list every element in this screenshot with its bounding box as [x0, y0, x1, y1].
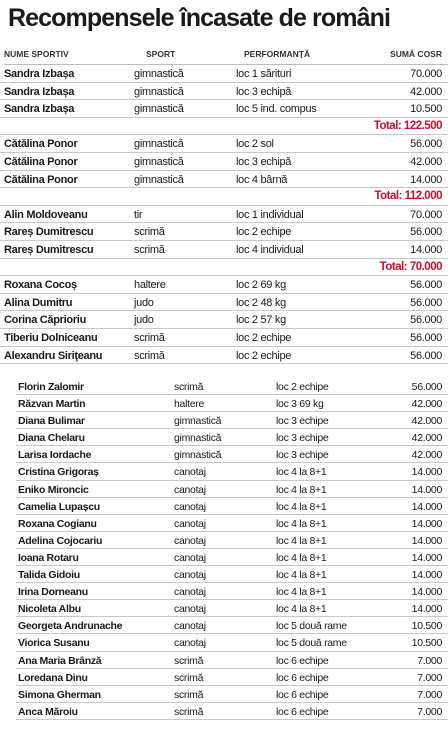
sum-cell: 56.000	[410, 331, 442, 344]
sport-cell: gimnastică	[134, 155, 184, 168]
table-row	[0, 135, 448, 153]
sport-cell: canotaj	[174, 620, 206, 633]
table-row	[0, 329, 448, 347]
sport-cell: canotaj	[174, 500, 206, 513]
athlete-name: Eniko Mironcic	[18, 483, 89, 496]
performance-cell: loc 4 bârnă	[236, 173, 288, 186]
sport-cell: canotaj	[174, 586, 206, 599]
table-row	[0, 223, 448, 241]
table-row	[16, 515, 448, 532]
sum-cell: 14.000	[411, 483, 442, 496]
table-row	[16, 412, 448, 429]
athlete-name: Talida Gidoiu	[18, 569, 80, 582]
athlete-name: Larisa Iordache	[18, 449, 92, 462]
sum-cell: 14.000	[411, 603, 442, 616]
sport-cell: judo	[134, 314, 154, 327]
header-sport: SPORT	[146, 49, 176, 59]
rewards-table-secondary	[0, 378, 448, 720]
performance-cell: loc 3 echipe	[276, 432, 329, 445]
athlete-name: Nicoleta Albu	[18, 603, 81, 616]
athlete-name: Simona Gherman	[18, 688, 101, 701]
sum-cell: 14.000	[411, 569, 442, 582]
performance-cell: loc 5 două rame	[276, 637, 347, 650]
table-row	[16, 686, 448, 703]
sport-cell: canotaj	[174, 466, 206, 479]
athlete-name: Ana Maria Brânză	[18, 654, 102, 667]
athlete-name: Tiberiu Dolniceanu	[4, 331, 98, 344]
performance-cell: loc 5 două rame	[276, 620, 347, 633]
sum-cell: 42.000	[411, 432, 442, 445]
sum-cell: 56.000	[410, 279, 442, 292]
sport-cell: tir	[134, 208, 143, 221]
sport-cell: canotaj	[174, 483, 206, 496]
performance-cell: loc 2 echipe	[236, 226, 292, 239]
rewards-table-main	[0, 65, 448, 364]
athlete-name: Sandra Izbașa	[4, 103, 75, 116]
sum-cell: 42.000	[411, 415, 442, 428]
sum-cell: 14.000	[411, 534, 442, 547]
performance-cell: loc 2 echipe	[276, 381, 329, 393]
total-value: Total: 122.500	[373, 119, 442, 132]
performance-cell: loc 4 la 8+1	[276, 569, 327, 582]
sum-cell: 56.000	[410, 296, 442, 309]
table-row	[16, 703, 448, 720]
sum-cell: 10.500	[411, 637, 442, 650]
performance-cell: loc 6 echipe	[276, 654, 329, 667]
sport-cell: scrimă	[174, 671, 204, 684]
sport-cell: canotaj	[174, 603, 206, 616]
performance-cell: loc 2 48 kg	[236, 296, 286, 309]
athlete-name: Sandra Izbașa	[4, 68, 75, 80]
performance-cell: loc 4 la 8+1	[276, 551, 327, 564]
performance-cell: loc 4 individual	[236, 243, 304, 256]
table-row	[16, 395, 448, 412]
sum-cell: 10.500	[410, 103, 442, 116]
sport-cell: canotaj	[174, 569, 206, 582]
sum-cell: 42.000	[410, 85, 442, 98]
sport-cell: judo	[134, 296, 154, 309]
table-row	[16, 634, 448, 651]
athlete-name: Cătălina Ponor	[4, 138, 78, 151]
table-row	[16, 600, 448, 617]
athlete-name: Diana Chelaru	[18, 432, 85, 445]
table-row	[0, 65, 448, 83]
athlete-name: Irina Dorneanu	[18, 586, 88, 599]
sport-cell: gimnastică	[134, 138, 184, 151]
sport-cell: gimnastică	[134, 173, 184, 186]
sport-cell: haltere	[174, 398, 205, 411]
sport-cell: canotaj	[174, 551, 206, 564]
athlete-name: Adelina Cojocariu	[18, 534, 103, 547]
athlete-name: Loredana Dinu	[18, 671, 88, 684]
sum-cell: 7.000	[417, 671, 442, 684]
table-row	[16, 669, 448, 686]
sum-cell: 7.000	[417, 688, 442, 701]
sport-cell: haltere	[134, 279, 166, 292]
sport-cell: scrimă	[134, 349, 165, 362]
sum-cell: 14.000	[410, 173, 442, 186]
sport-cell: gimnastică	[174, 449, 222, 462]
sum-cell: 14.000	[411, 466, 442, 479]
sum-cell: 70.000	[410, 68, 442, 80]
athlete-name: Ioana Rotaru	[18, 551, 79, 564]
table-row	[16, 481, 448, 498]
sum-cell: 14.000	[411, 517, 442, 530]
sum-cell: 70.000	[410, 208, 442, 221]
performance-cell: loc 6 echipe	[276, 688, 329, 701]
table-row	[16, 378, 448, 395]
table-row	[0, 83, 448, 101]
table-row	[0, 241, 448, 259]
total-value: Total: 112.000	[374, 190, 442, 203]
performance-cell: loc 3 echipe	[276, 449, 329, 462]
athlete-name: Alina Dumitru	[4, 296, 73, 309]
sum-cell: 56.000	[411, 381, 442, 393]
sum-cell: 10.500	[411, 620, 442, 633]
sport-cell: scrimă	[174, 705, 204, 718]
athlete-name: Roxana Cocoș	[4, 279, 77, 292]
athlete-name: Viorica Susanu	[18, 637, 90, 650]
performance-cell: loc 4 la 8+1	[276, 586, 327, 599]
performance-cell: loc 4 la 8+1	[276, 603, 327, 616]
performance-cell: loc 4 la 8+1	[276, 500, 327, 513]
sum-cell: 14.000	[411, 586, 442, 599]
table-row	[16, 652, 448, 669]
sport-cell: scrimă	[174, 381, 204, 393]
performance-cell: loc 1 individual	[236, 208, 304, 221]
table-row	[16, 583, 448, 600]
header-performance: PERFORMANȚĂ	[244, 49, 311, 59]
sport-cell: scrimă	[174, 654, 204, 667]
header-name: NUME SPORTIV	[4, 49, 69, 59]
athlete-name: Cristina Grigoraș	[18, 466, 99, 479]
table-row	[16, 498, 448, 515]
performance-cell: loc 2 57 kg	[236, 314, 286, 327]
total-row	[0, 118, 448, 136]
sum-cell: 42.000	[410, 155, 442, 168]
athlete-name: Cătălina Ponor	[4, 173, 78, 186]
athlete-name: Rareș Dumitrescu	[4, 226, 94, 239]
performance-cell: loc 6 echipe	[276, 705, 329, 718]
performance-cell: loc 6 echipe	[276, 671, 329, 684]
athlete-name: Cătălina Ponor	[4, 155, 78, 168]
athlete-name: Anca Măroiu	[18, 705, 78, 718]
sum-cell: 56.000	[410, 138, 442, 151]
sport-cell: gimnastică	[174, 432, 222, 445]
athlete-name: Răzvan Martin	[18, 398, 86, 411]
athlete-name: Diana Bulimar	[18, 415, 85, 428]
table-row	[16, 446, 448, 463]
sport-cell: gimnastică	[174, 415, 222, 428]
table-row	[16, 463, 448, 480]
athlete-name: Corina Căprioriu	[4, 314, 86, 327]
athlete-name: Sandra Izbașa	[4, 85, 75, 98]
performance-cell: loc 4 la 8+1	[276, 534, 327, 547]
sum-cell: 56.000	[410, 226, 442, 239]
performance-cell: loc 4 la 8+1	[276, 466, 327, 479]
sum-cell: 42.000	[411, 398, 442, 411]
sport-cell: scrimă	[174, 688, 204, 701]
sport-cell: canotaj	[174, 517, 206, 530]
performance-cell: loc 1 sărituri	[236, 68, 292, 80]
sport-cell: scrimă	[134, 226, 165, 239]
total-value: Total: 70.000	[379, 260, 442, 273]
table-row	[16, 532, 448, 549]
table-row	[0, 206, 448, 224]
athlete-name: Florin Zalomir	[18, 381, 84, 393]
table-header	[0, 44, 448, 64]
table-row	[0, 276, 448, 294]
sport-cell: gimnastică	[134, 85, 184, 98]
sport-cell: canotaj	[174, 637, 206, 650]
sum-cell: 56.000	[410, 349, 442, 362]
table-row	[0, 153, 448, 171]
table-row	[16, 549, 448, 566]
performance-cell: loc 3 echipă	[236, 155, 292, 168]
total-row	[0, 188, 448, 206]
sum-cell: 56.000	[410, 314, 442, 327]
page-title: Recompensele încasate de români	[8, 4, 390, 32]
sport-cell: canotaj	[174, 534, 206, 547]
performance-cell: loc 4 la 8+1	[276, 483, 327, 496]
performance-cell: loc 3 69 kg	[276, 398, 324, 411]
sum-cell: 7.000	[417, 705, 442, 718]
sum-cell: 14.000	[410, 243, 442, 256]
athlete-name: Roxana Cogianu	[18, 517, 97, 530]
table-row	[16, 429, 448, 446]
table-row	[0, 311, 448, 329]
sum-cell: 14.000	[411, 500, 442, 513]
performance-cell: loc 2 echipe	[236, 349, 292, 362]
athlete-name: Camelia Lupașcu	[18, 500, 100, 513]
athlete-name: Alin Moldoveanu	[4, 208, 88, 221]
sum-cell: 14.000	[411, 551, 442, 564]
table-row	[0, 347, 448, 365]
table-row	[16, 566, 448, 583]
athlete-name: Alexandru Siriţeanu	[4, 349, 103, 362]
sport-cell: scrimă	[134, 243, 165, 256]
table-row	[0, 100, 448, 118]
athlete-name: Georgeta Andrunache	[18, 620, 123, 633]
performance-cell: loc 2 echipe	[236, 331, 292, 344]
performance-cell: loc 3 echipe	[276, 415, 329, 428]
sum-cell: 42.000	[411, 449, 442, 462]
performance-cell: loc 2 sol	[236, 138, 274, 151]
table-row	[0, 294, 448, 312]
performance-cell: loc 2 69 kg	[236, 279, 286, 292]
header-sum: SUMĂ COSR	[390, 49, 442, 59]
sum-cell: 7.000	[417, 654, 442, 667]
sport-cell: scrimă	[134, 331, 165, 344]
table-row	[16, 617, 448, 634]
sport-cell: gimnastică	[134, 68, 184, 80]
table-row	[0, 171, 448, 189]
performance-cell: loc 3 echipă	[236, 85, 292, 98]
performance-cell: loc 4 la 8+1	[276, 517, 327, 530]
athlete-name: Rareș Dumitrescu	[4, 243, 94, 256]
performance-cell: loc 5 ind. compus	[236, 103, 317, 116]
total-row	[0, 259, 448, 277]
sport-cell: gimnastică	[134, 103, 184, 116]
